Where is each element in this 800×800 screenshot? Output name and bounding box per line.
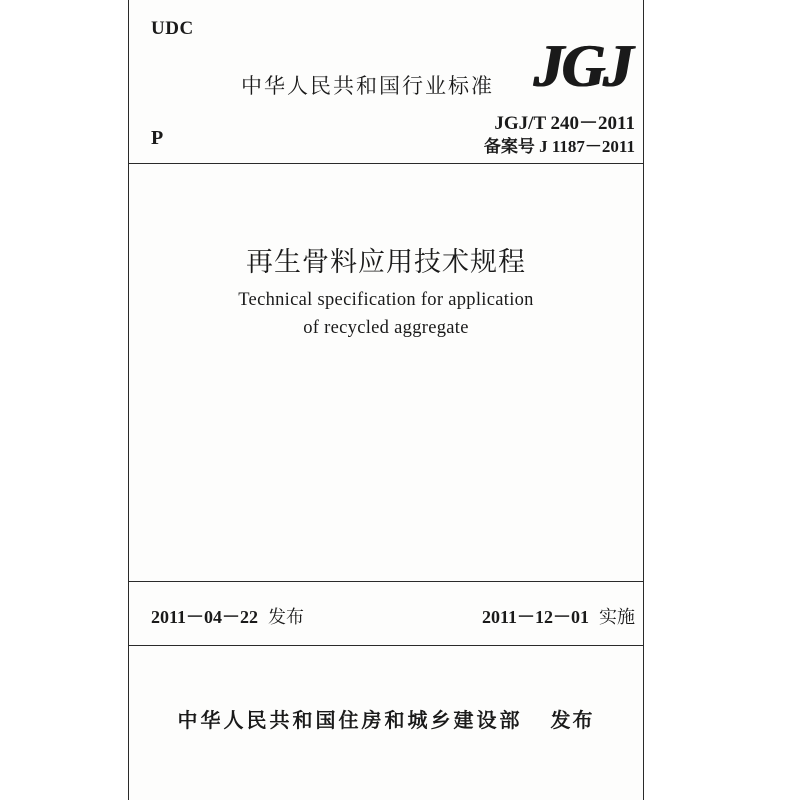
record-number: 备案号 J 1187－2011 bbox=[483, 137, 635, 156]
title-english-line1: Technical specification for application bbox=[238, 290, 534, 310]
implement-date-block bbox=[482, 603, 635, 629]
industry-standard-label: 中华人民共和国行业标准 bbox=[241, 74, 494, 98]
title-chinese: 再生骨料应用技术规程 bbox=[246, 247, 526, 278]
issue-date-block bbox=[151, 603, 304, 629]
divider-dates-top bbox=[129, 581, 643, 582]
publisher-block bbox=[129, 704, 643, 733]
classification-label: P bbox=[151, 127, 164, 149]
udc-label: UDC bbox=[151, 18, 194, 39]
publisher-name: 中华人民共和国住房和城乡建设部 bbox=[177, 708, 523, 732]
publish-label: 发布 bbox=[550, 708, 595, 732]
divider-dates-bottom bbox=[129, 645, 643, 646]
issue-date: 2011－04－22 bbox=[151, 607, 259, 627]
implement-label: 实施 bbox=[599, 607, 635, 628]
implement-date: 2011－12－01 bbox=[481, 607, 589, 627]
divider-top bbox=[129, 163, 643, 164]
title-english-line2: of recycled aggregate bbox=[303, 318, 469, 338]
issue-label: 发布 bbox=[268, 607, 305, 628]
standard-cover bbox=[128, 0, 644, 800]
standard-code: JGJ/T 240－2011 bbox=[494, 113, 635, 134]
jgj-logo: JGJ bbox=[534, 33, 632, 99]
